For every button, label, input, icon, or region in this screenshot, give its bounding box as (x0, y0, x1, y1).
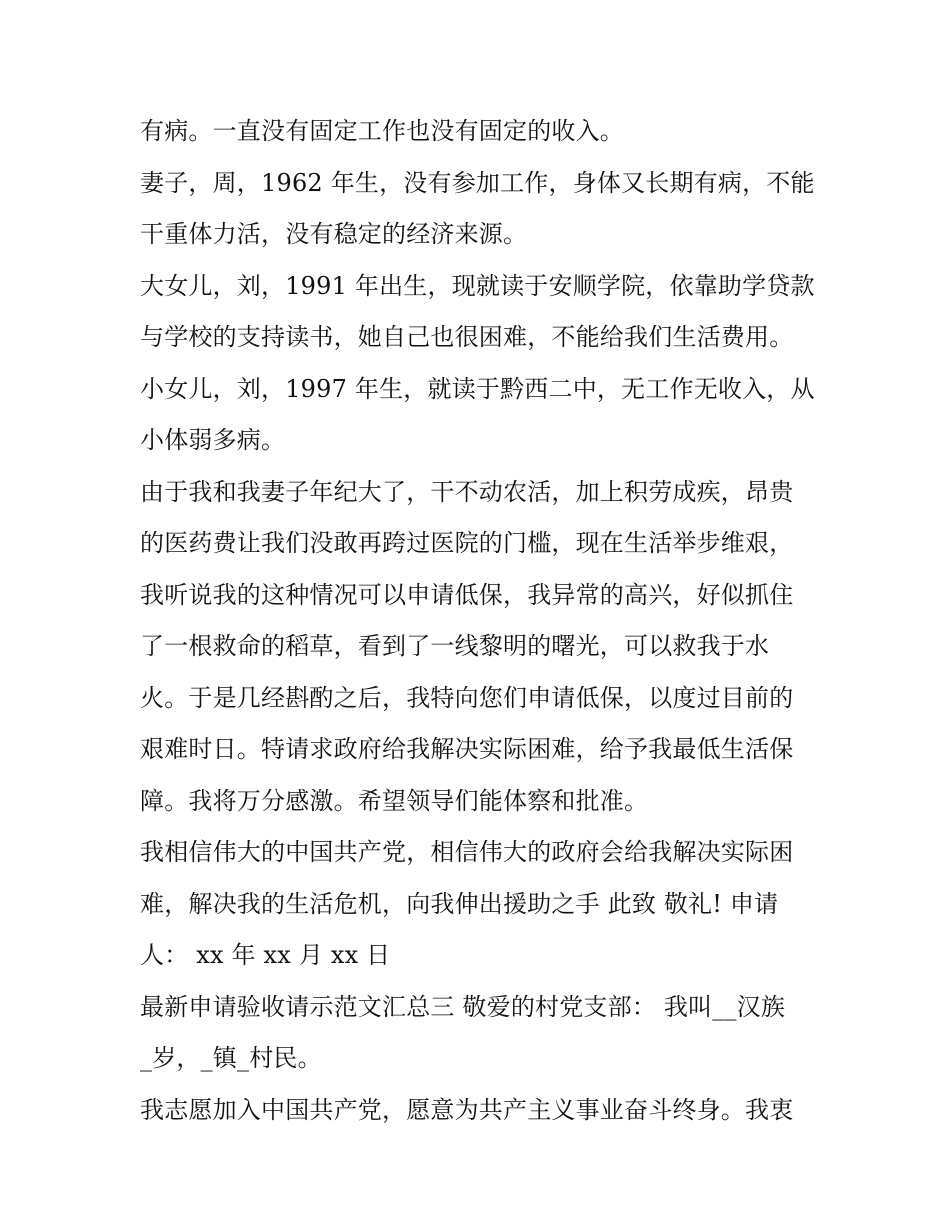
document-body (140, 106, 820, 1136)
text-line: 与学校的支持读书，她自己也很困难，不能给我们生活费用。 (140, 323, 794, 351)
text-line: 最新申请验收请示范文汇总三 敬爱的村党支部： 我叫__汉族 (140, 992, 786, 1021)
text-line: 干重体力活，没有稳定的经济来源。 (140, 220, 528, 248)
text-line: 我相信伟大的中国共产党，相信伟大的政府会给我解决实际困 (140, 838, 794, 866)
text-line: 我听说我的这种情况可以申请低保，我异常的高兴，好似抓住 (140, 580, 794, 609)
text-line: 我志愿加入中国共产党，愿意为共产主义事业奋斗终身。我衷 (140, 1095, 794, 1124)
text-line: 大女儿，刘，1991 年出生，现就读于安顺学院，依靠助学贷款 (140, 271, 815, 300)
text-line: 小体弱多病。 (140, 426, 286, 454)
text-line: _岁，_镇_村民。 (140, 1044, 322, 1072)
text-line: 由于我和我妻子年纪大了，干不动农活，加上积劳成疾，昂贵 (140, 477, 794, 506)
text-line: 难，解决我的生活危机，向我伸出援助之手 此致 敬礼! 申请 (140, 889, 779, 918)
text-line: 艰难时日。特请求政府给我解决实际困难，给予我最低生活保 (140, 735, 794, 763)
text-line: 妻子，周，1962 年生，没有参加工作，身体又长期有病，不能 (140, 168, 815, 197)
text-line: 的医药费让我们没敢再跨过医院的门槛，现在生活举步维艰， (140, 529, 794, 557)
text-line: 火。于是几经斟酌之后，我特向您们申请低保，以度过目前的 (140, 683, 794, 712)
text-line: 了一根救命的稻草，看到了一线黎明的曙光，可以救我于水 (140, 632, 770, 660)
text-line: 人： xx 年 xx 月 xx 日 (140, 941, 391, 969)
text-line: 有病。一直没有固定工作也没有固定的收入。 (140, 117, 624, 145)
text-line: 小女儿，刘，1997 年生，就读于黔西二中，无工作无收入，从 (140, 374, 815, 403)
text-line: 障。我将万分感激。希望领导们能体察和批准。 (140, 786, 649, 815)
